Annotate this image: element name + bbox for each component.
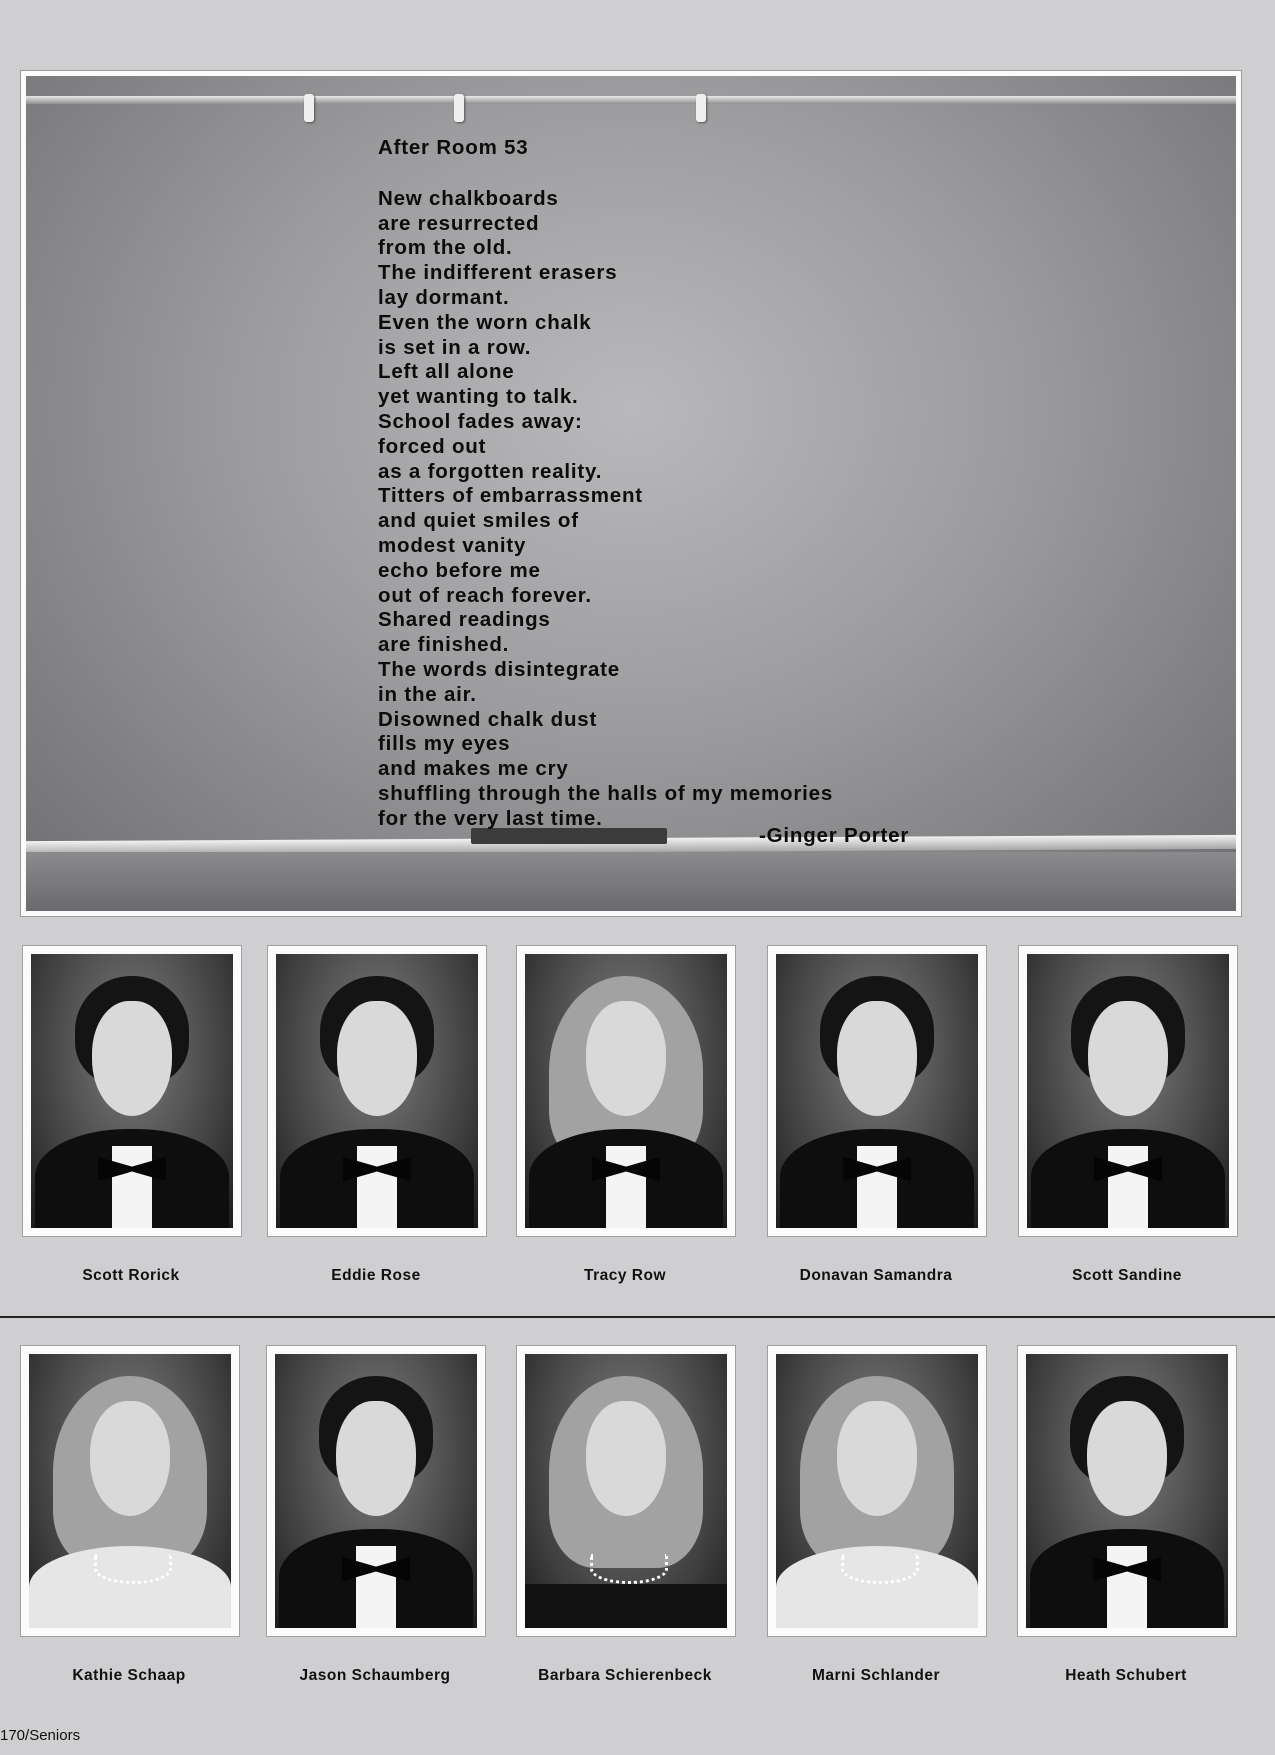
poem: [378, 136, 938, 832]
portrait-shirt: [357, 1146, 397, 1228]
senior-name: Jason Schaumberg: [299, 1667, 451, 1684]
portrait-photo-frame: [20, 1345, 240, 1637]
senior-portrait: [767, 1345, 987, 1685]
pearl-necklace-icon: [590, 1554, 669, 1584]
poem-line: The words disintegrate: [378, 657, 620, 681]
portrait-row-1: [0, 945, 1275, 1284]
portrait-face: [837, 1401, 918, 1516]
poem-line: for the very last time.: [378, 806, 603, 830]
portrait-photo: [29, 1354, 231, 1628]
page-number: 170: [0, 1727, 26, 1744]
portrait-photo-frame: [1018, 945, 1238, 1237]
portrait-face: [1087, 1401, 1168, 1516]
portrait-photo-frame: [516, 1345, 736, 1637]
chalkboard-map-rail: [26, 96, 1236, 104]
poem-line: out of reach forever.: [378, 583, 592, 607]
senior-portrait: [267, 945, 487, 1285]
senior-portrait: [516, 1345, 736, 1685]
portrait-dress: [525, 1584, 727, 1628]
poem-author: -Ginger Porter: [759, 824, 910, 847]
poem-line: are resurrected: [378, 211, 540, 235]
poem-line: Even the worn chalk: [378, 310, 592, 334]
poem-line: Titters of embarrassment: [378, 484, 643, 508]
portrait-face: [586, 1001, 667, 1116]
portrait-photo-frame: [266, 1345, 486, 1637]
senior-name: Marni Schlander: [811, 1667, 941, 1684]
senior-portrait: [20, 1345, 240, 1685]
poem-line: yet wanting to talk.: [378, 385, 579, 409]
portrait-photo: [31, 954, 233, 1228]
senior-name: Kathie Schaap: [72, 1667, 186, 1684]
senior-name: Scott Rorick: [82, 1267, 180, 1284]
portrait-photo-frame: [516, 945, 736, 1237]
poem-line: lay dormant.: [378, 285, 510, 309]
senior-name: Eddie Rose: [331, 1267, 421, 1284]
section-name: Seniors: [29, 1727, 81, 1744]
poem-line: as a forgotten reality.: [378, 459, 603, 483]
poem-line: forced out: [378, 434, 487, 458]
page-footer: [0, 1727, 80, 1744]
portrait-shirt: [112, 1146, 152, 1228]
senior-name: Scott Sandine: [1072, 1267, 1182, 1284]
portrait-photo-frame: [267, 945, 487, 1237]
poem-line: are finished.: [378, 633, 510, 657]
map-hook-icon: [454, 94, 464, 122]
chalkboard-wall: [26, 852, 1236, 911]
portrait-photo: [1027, 954, 1229, 1228]
poem-line: is set in a row.: [378, 335, 532, 359]
portrait-shirt: [1108, 1146, 1148, 1228]
portrait-photo: [275, 1354, 477, 1628]
chalkboard-photo-frame: [20, 70, 1242, 917]
poem-line: Disowned chalk dust: [378, 707, 598, 731]
poem-line: fills my eyes: [378, 732, 511, 756]
portrait-photo: [1026, 1354, 1228, 1628]
footer-separator: /: [25, 1727, 30, 1744]
poem-line: echo before me: [378, 558, 541, 582]
portrait-photo-frame: [22, 945, 242, 1237]
portrait-photo: [525, 954, 727, 1228]
poem-line: Shared readings: [378, 608, 551, 632]
senior-portrait: [516, 945, 736, 1285]
portrait-photo: [276, 954, 478, 1228]
poem-line: Left all alone: [378, 360, 515, 384]
senior-name: Barbara Schierenbeck: [538, 1667, 712, 1684]
poem-title: After Room 53: [378, 136, 529, 159]
chalkboard-photo: [26, 76, 1236, 911]
senior-portrait: [1018, 945, 1238, 1285]
portrait-shirt: [857, 1146, 897, 1228]
portrait-photo-frame: [767, 1345, 987, 1637]
poem-line: and quiet smiles of: [378, 509, 579, 533]
senior-name: Tracy Row: [583, 1267, 667, 1284]
portrait-photo-frame: [767, 945, 987, 1237]
senior-portrait: [1017, 1345, 1237, 1685]
poem-line: modest vanity: [378, 533, 527, 557]
portrait-face: [92, 1001, 173, 1116]
portrait-shirt: [356, 1546, 396, 1628]
map-hook-icon: [696, 94, 706, 122]
poem-line: New chalkboards: [378, 186, 559, 210]
portrait-shirt: [1107, 1546, 1147, 1628]
portrait-face: [1088, 1001, 1169, 1116]
poem-line: School fades away:: [378, 409, 583, 433]
portrait-face: [336, 1401, 417, 1516]
portrait-photo-frame: [1017, 1345, 1237, 1637]
portrait-face: [337, 1001, 418, 1116]
senior-portrait: [266, 1345, 486, 1685]
portrait-face: [90, 1401, 171, 1516]
senior-name: Donavan Samandra: [799, 1267, 953, 1284]
senior-name: Heath Schubert: [1065, 1667, 1187, 1684]
poem-line: The indifferent erasers: [378, 261, 618, 285]
senior-portrait: [22, 945, 242, 1285]
portrait-photo: [776, 954, 978, 1228]
portrait-shirt: [606, 1146, 646, 1228]
portrait-face: [586, 1401, 667, 1516]
row-divider: [0, 1316, 1275, 1318]
portrait-face: [837, 1001, 918, 1116]
poem-line: shuffling through the halls of my memories: [378, 781, 834, 805]
map-hook-icon: [304, 94, 314, 122]
poem-line: in the air.: [378, 682, 477, 706]
poem-line: and makes me cry: [378, 757, 569, 781]
poem-line: from the old.: [378, 236, 513, 260]
portrait-photo: [525, 1354, 727, 1628]
portrait-photo: [776, 1354, 978, 1628]
portrait-row-2: [0, 1345, 1275, 1684]
senior-portrait: [767, 945, 987, 1285]
